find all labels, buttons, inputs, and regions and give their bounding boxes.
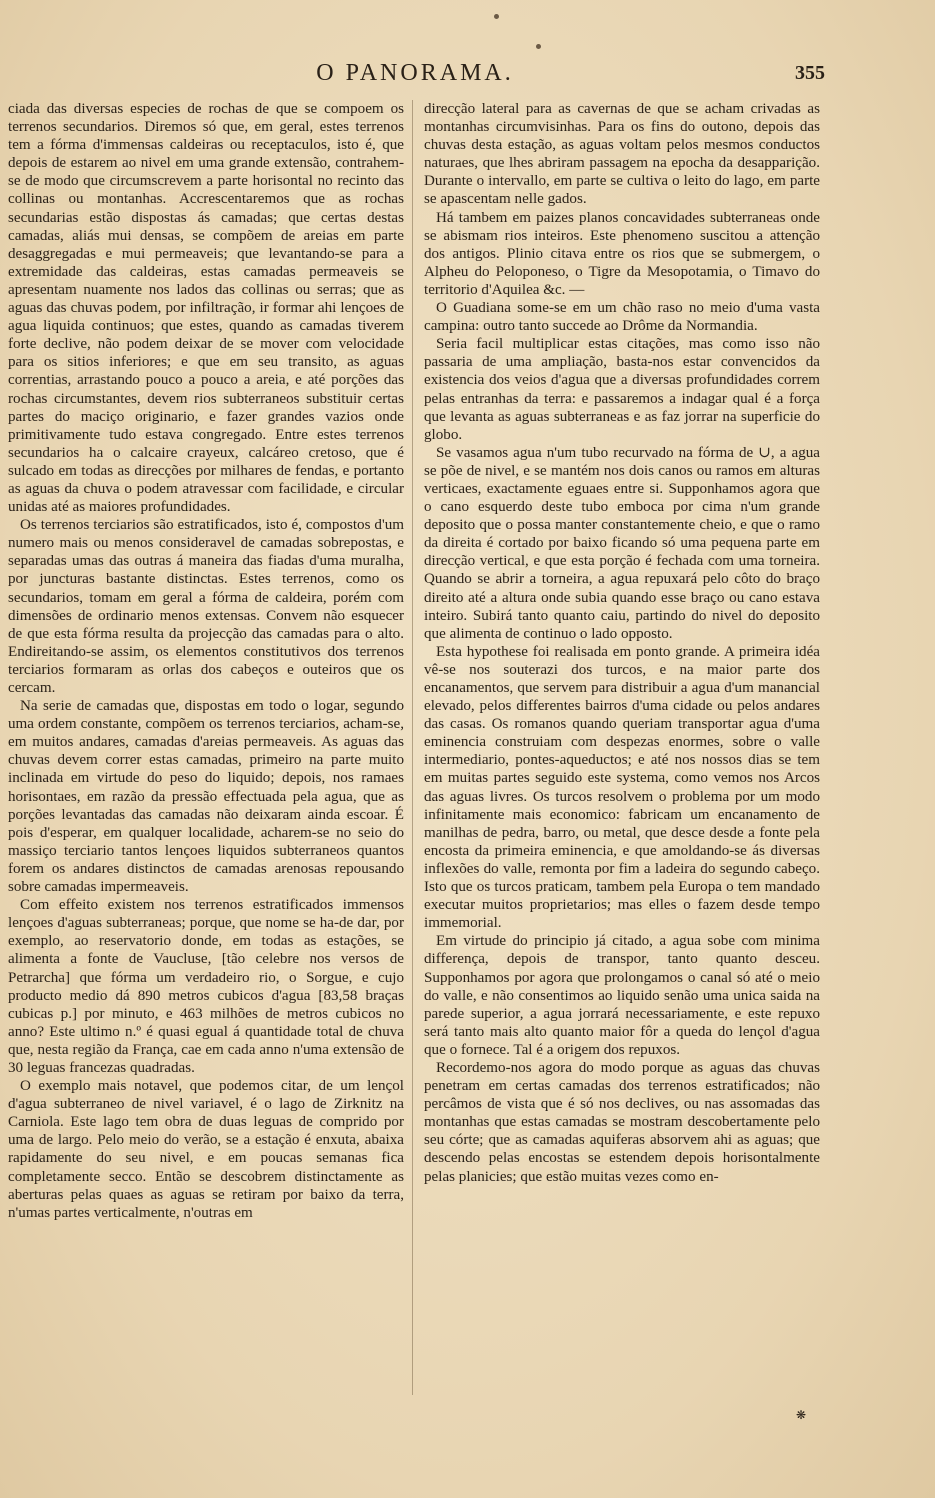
left-column — [8, 100, 404, 1222]
page-number: 355 — [795, 62, 825, 84]
paragraph: direcção lateral para as cavernas de que se acham crivadas as montanhas circumvisinhas. Para os fins do outono, depois das chuvas desta estação, as aguas voltam pelos mesmos conductos naturaes, que lhes abriram passagem na epocha da desapparição. Durante o intervallo, em parte se cultiva o leito do lago, em parte se apascentam nelle gados. — [424, 101, 820, 208]
paragraph: Recordemo-nos agora do modo porque as aguas das chuvas penetram em certas camadas dos terrenos estratificados; não percâmos de vista que é só nos declives, ou nas assomadas das montanhas que estas camadas se mostram descobertamente pelo seu córte; que as camadas aquiferas absorvem ahi as aguas; que descendo pelas encostas se estendem depois horisontalmente pelas planicies; que estão muitas vezes como en- — [424, 1059, 820, 1185]
paragraph: O Guadiana some-se em um chão raso no meio d'uma vasta campina: outro tanto succede ao Drôme da Normandia. — [424, 300, 820, 335]
paragraph: O exemplo mais notavel, que podemos citar, de um lençol d'agua subterraneo de nivel variavel, é o lago de Zirknitz na Carniola. Este lago tem obra de duas leguas de comprido por uma de largo. Pelo meio do verão, se a estação é enxuta, abaixa rapidamente do seu nivel, e em poucas semanas fica completamente secco. Então se descobrem distinctamente as aberturas pelas quaes as aguas se retiram por baixo da terra, n'umas partes verticalmente, n'outras em — [8, 1078, 404, 1221]
ink-dot — [494, 14, 499, 19]
page-title: O PANORAMA. — [316, 60, 514, 86]
paragraph: Seria facil multiplicar estas citações, mas como isso não passaria de uma ampliação, basta-nos estar convencidos da existencia dos veios d'agua que a diversas profundidades correm pelas entranhas da terra: e passaremos a indagar qual é a força que levanta as aguas subterraneas e as faz jorrar na superficie do globo. — [424, 336, 820, 443]
paragraph: Se vasamos agua n'um tubo recurvado na fórma de ∪, a agua se põe de nivel, e se mantém nos dois canos ou ramos em alturas verticaes, exactamente eguaes entre si. Supponhamos agora que o cano esquerdo deste tubo emboca por cima n'um grande deposito que o possa manter constantemente cheio, e que o ramo da direita é cortado por baixo ficando só uma pequena parte em direcção vertical, e que esta porção é fechada com uma torneira. Quando se abrir a torneira, a agua repuxará pelo côto do braço direito até a altura onde subia quando esse braço ou cano estava inteiro. Subirá tanto quanto caiu, partindo do nivel do deposito que alimenta de continuo o lado opposto. — [424, 444, 820, 642]
ink-dot — [536, 44, 541, 49]
page-header — [5, 60, 825, 90]
paragraph: Com effeito existem nos terrenos estratificados immensos lençoes d'aguas subterraneas; porque, que nome se ha-de dar, por exemplo, ao reservatorio donde, em todas as estações, se alimenta a fonte de Vaucluse, [tão celebre nos versos de Petrarcha] que fórma um verdadeiro rio, o Sorgue, e cujo producto medio dá 890 metros cubicos d'agua [83,58 braças cubicas p.] por minuto, e 463 milhões de metros cubicos no anno? Este ultimo n.º é quasi egual á quantidade total de chuva que, nesta região da França, cae em cada anno n'uma extensão de 30 leguas francezas quadradas. — [8, 897, 404, 1076]
paragraph: Os terrenos terciarios são estratificados, isto é, compostos d'um numero mais ou menos consideravel de camadas sobrepostas, e separadas umas das outras á maneira das fiadas d'uma muralha, por juncturas bastante distinctas. Estes terrenos, como os secundarios, tomam em geral a fórma de caldeira, porém com dimensões de ordinario menos extensas. Convem não esquecer de que esta fórma resulta da projecção das camadas para o alto. Endireitando-se assim, os elementos constitutivos dos terrenos terciarios formaram as orlas dos cabeços e outeiros que os cercam. — [8, 517, 404, 696]
paragraph: Na serie de camadas que, dispostas em todo o logar, segundo uma ordem constante, compõem os terrenos terciarios, acham-se, em muitos andares, camadas d'areias permeaveis. As aguas das chuvas devem correr estas camadas, primeiro na parte muito inclinada em virtude do peso do liquido; depois, nos ramaes horisontaes, em razão da pressão effectuada pela agua, que as porções levantadas das camadas não deixaram ainda escoar. É pois d'esperar, em qualquer localidade, acharem-se no seio do massiço terciario tantos lençoes liquidos subterraneos quantos forem os andares distinctos de camadas arenosas repousando sobre camadas impermeaveis. — [8, 698, 404, 896]
ornament-icon: ❋ — [796, 1408, 807, 1422]
paragraph: Há tambem em paizes planos concavidades subterraneas onde se abismam rios inteiros. Este phenomeno suscitou a attenção dos antigos. Plinio citava entre os rios que se submergem, o Alpheu do Peloponeso, o Tigre da Mesopotamia, o Timavo do territorio d'Aquilea &c. — — [424, 209, 820, 298]
paragraph: ciada das diversas especies de rochas de que se compoem os terrenos secundarios. Diremos só que, em geral, estes terrenos tem a fórma d'immensas caldeiras ou receptaculos, isto é, que depois de estarem ao nivel em uma grande extensão, contrahem-se de modo que circumscrevem a parte horisontal no recinto das collinas ou montanhas. Accrescentaremos que as rochas secundarias estão dispostas ás camadas; que certas destas camadas, aliás mui densas, se compõem de areias em parte desaggregadas e mui permeaveis; que levantando-se para a extremidade das caldeiras, estas camadas permeaveis se apresentam nuamente nos lados das collinas ou serras; que as aguas das chuvas podem, por infiltração, ir formar ahi lençoes de agua liquida continuos; que estes, quando as camadas tiverem forte declive, não podem deixar de se mover com velocidade para os sitios inferiores; e que em seu transito, as aguas correntias, arrastando pouco a pouco a areia, e até porções das rochas circumstantes, devem rios subterraneos substituir certas partes do maciço originario, e fazer grandes vazios onde primitivamente tudo estava congregado. Entre estes terrenos secundarios ha o calcaire crayeux, calcáreo cretoso, que é sulcado em todas as direcções por milhares de fendas, e portanto as aguas da chuva o podem atravessar com facilidade, e circular unidas até as maiores profundidades. — [8, 101, 404, 516]
right-column — [424, 100, 820, 1186]
paragraph: Esta hypothese foi realisada em ponto grande. A primeira idéa vê-se nos souterazi dos turcos, e na maior parte dos encanamentos, que servem para distribuir a agua d'um manancial elevado, pelos differentes bairros d'uma cidade ou pelos andares das casas. Os romanos quando queriam transportar agua d'uma eminencia construiam com despezas enormes, sobre o valle intermediario, pontes-aqueductos; e até nos nossos dias se tem em muitas partes seguido este systema, como vemos nos Arcos das aguas livres. Os turcos resolvem o problema por um modo infinitamente mais economico: fabricam um encanamento de manilhas de pedra, barro, ou metal, que desce desde a fonte pela encosta da primeira eminencia, e que amoldando-se ás diversas inflexões do valle, remonta por fim a ladeira do segundo cabeço. Isto que os turcos praticam, tambem pela Europa o tem mandado executar muitos proprietarios; mas elles o fazem desde tempo immemorial. — [424, 643, 820, 932]
column-divider — [412, 100, 413, 1395]
paragraph: Em virtude do principio já citado, a agua sobe com minima differença, depois de transpor, tanto quanto desceu. Supponhamos por agora que prolongamos o canal só até o meio do valle, e não consentimos ao liquido senão uma unica saida na parede superior, a agua jorrará necessariamente, e este repuxo será tanto mais alto quanto maior fôr a queda do lençol d'agua que o fornece. Tal é a origem dos repuxos. — [424, 933, 820, 1058]
